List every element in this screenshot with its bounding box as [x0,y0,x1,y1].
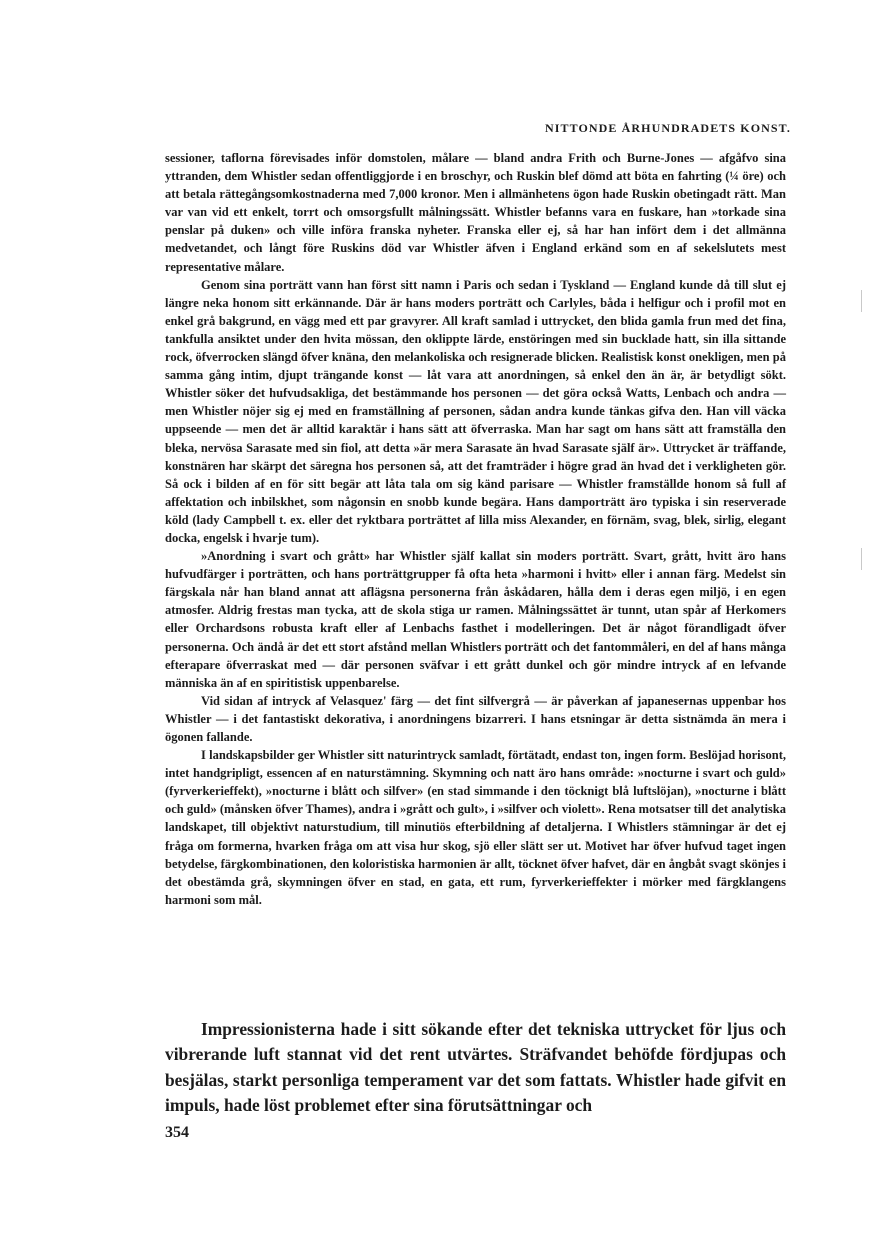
paragraph: I landskapsbilder ger Whistler sitt naturintryck samladt, förtätadt, endast ton, ingen form. Beslöjad horisont, intet handgripligt, essencen af en naturstämning. Skymning och natt äro hans område: »nocturne i svart och guld» (fyrverkerieffekt), »nocturne i blått och silfver» (en stad simmande i den töcknigt blå luftslöjan), »nocturne i blått och guld» (månsken öfver Thames), andra i »grått och gult», i »silfver och violett». Rena motsatser till det analytiska landskapet, till objektivt naturstudium, till minutiös efterbildning af detaljerna. I Whistlers stämningar är det ej fråga om formerna, hvarken fråga om att visa hur skog, sjö eller slätt ser ut. Motivet har öfver hufvud taget ingen betydelse, färgkombinationen, den koloristiska harmonien är allt, töcknet öfver hafvet, där en ångbåt svagt skönjes i det obestämda grå, skymningen öfver en stad, en gata, ett rum, fyrverkerieffekter i mörker med färgklangens harmoni som mål. [165,748,786,907]
margin-mark [861,290,862,312]
paragraph: Vid sidan af intryck af Velasquez' färg — det fint silfvergrå — är påverkan af japanesernas uppenbar hos Whistler — i det fantastiskt dekorativa, i anordningens bizarreri. I hans etsningar är detta sistnämda än mera i ögonen fallande. [165,693,786,744]
page-number: 354 [165,1124,189,1141]
paragraph: »Anordning i svart och grått» har Whistler själf kallat sin moders porträtt. Svart, grått, hvitt äro hans hufvudfärger i porträtten, och hans porträttgrupper få ofta heta »harmoni i hvitt» eller i annan färg. Medelst sin färgskala når han bland annat att aflägsna personerna från åskådaren, hålla dem i deras egen miljö, i en egen atmosfer. Aldrig frestas man tycka, att de skola stiga ur ramen. Målningssättet är tunnt, utan spår af Herkomers eller Orchardsons robusta kraft eller af Lenbachs fasthet i modelleringen. Det är något förandligadt öfver personerna. Och ändå är det ett stort afstånd mellan Whistlers porträtt och det fantommåleri, en del af hans många efterapare öfverraskat med — där personen sväfvar i ett grått dunkel och gör mindre intryck af en lefvande människa än af en spiritistisk uppenbarelse. [165,549,786,690]
large-type-paragraph: Impressionisterna hade i sitt sökande efter det tekniska uttrycket för ljus och vibrerande luft stannat vid det rent utvärtes. Sträfvandet behöfde fördjupas och besjälas, starkt personliga temperament var det som fattats. Whistler hade gifvit en impuls, hade löst problemet efter sina förutsättningar och [165,1019,786,1116]
margin-mark [861,548,862,570]
paragraph: Genom sina porträtt vann han först sitt namn i Paris och sedan i Tyskland — England kunde då till slut ej längre neka honom sitt erkännande. Där är hans moders porträtt och Carlyles, båda i helfigur och i profil mot en enkel grå bakgrund, en vägg med ett par gravyrer. All kraft samlad i uttrycket, den blida gamla frun med det fina, tankfulla ansiktet under den hvita mössan, den oklippte lärde, enstöringen med sin bucklade hatt, sin illa sittande rock, öfverrocken slängd öfver knäna, den melankoliska och resignerade blicken. Realistisk konst onekligen, men på samma gång intim, djupt trängande konst — låt vara att anordningen, så enkel den än är, är betydligt sökt. Whistler söker det hufvudsakliga, det bestämmande hos personen — det göra också Watts, Lenbach och andra — men Whistler nöjer sig ej med en framställning af personen, sådan andra kunde tänkas gifva den. Han vill väcka uppseende — men det är alltid karaktär i hans sätt att öfverraska. Man har sagt om hans sätt att framställa den bleka, nervösa Sarasate med sin fiol, att detta »är mera Sarasate än hvad Sarasate själf är». Uttrycket är träffande, konstnären har skärpt det säregna hos personen så, att det framträder i högre grad än hvad det i verkligheten gör. Så ock i bilden af en för sitt begär att låta tala om sig känd parisare — Whistler framställde honom så full af affektation och inbilskhet, som någonsin en snobb kunde begära. Hans damporträtt äro typiska i sin reserverade köld (lady Campbell t. ex. eller det ryktbara porträttet af lilla miss Alexander, en förnäm, svag, blek, sirlig, elegant docka, engelsk i hvarje tum). [165,277,786,545]
main-text [165,149,786,909]
paragraph: sessioner, taflorna förevisades inför domstolen, målare — bland andra Frith och Burne-Jones — afgåfvo sina yttranden, dem Whistler sedan offentliggjorde i en broschyr, och Ruskin blef dömd att böta en fahrting (¼ öre) och att betala rättegångsomkostnaderna med 7,000 kronor. Men i allmänhetens ögon hade Ruskin obetingadt rätt. Man var van vid ett enkelt, torrt och omsorgsfullt målningssätt. Whistler befanns vara en fuskare, han »torkade sina penslar på duken» och ville införa franska nyheter. Franska eller ej, så har han infört dem i det allmänna medvetandet, och långt före Ruskins död var Whistler äfven i England erkänd som en af sekelslutets mest representative målare. [165,151,786,274]
running-header: NITTONDE ÅRHUNDRADETS KONST. [544,121,791,135]
